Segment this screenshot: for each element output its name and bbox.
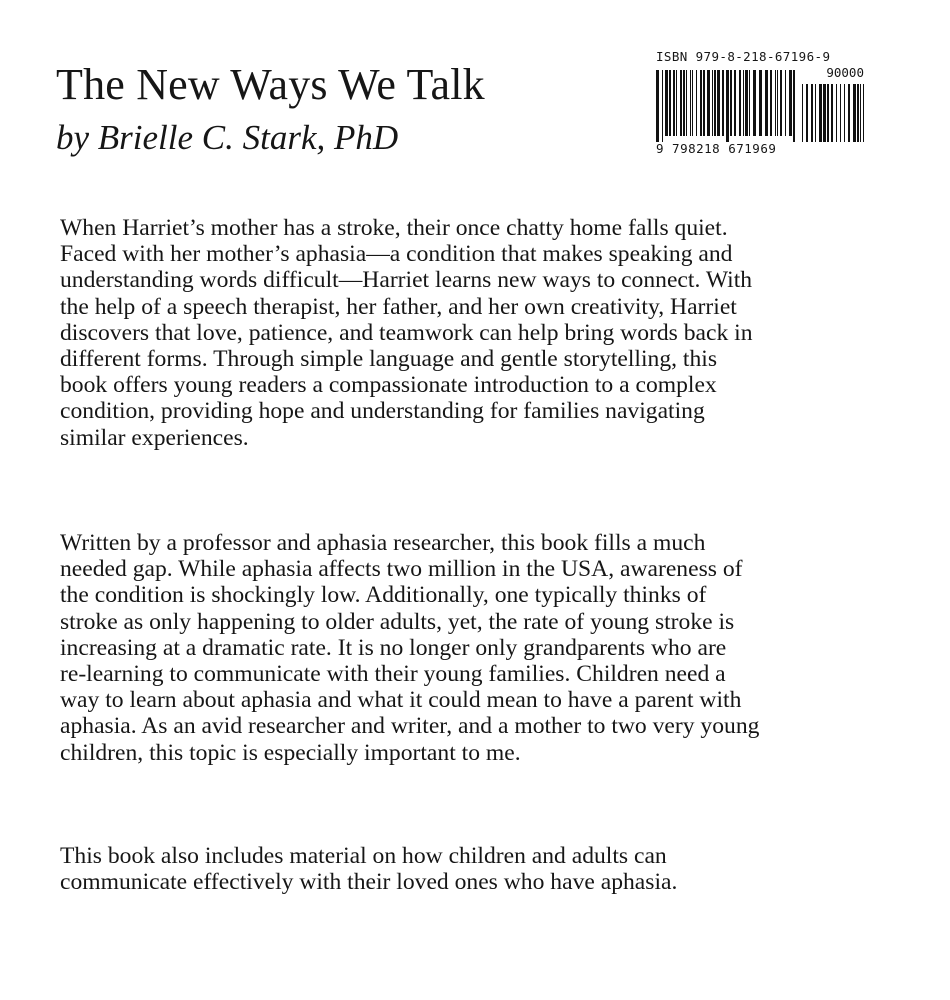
paragraph-line: the help of a speech therapist, her father, and her own creativity, Harriet bbox=[60, 293, 737, 320]
description-paragraph-3 bbox=[60, 843, 900, 895]
paragraph-line: discovers that love, patience, and teamwork can help bring words back in bbox=[60, 319, 753, 346]
paragraph-line: Written by a professor and aphasia researcher, this book fills a much bbox=[60, 530, 706, 556]
isbn-barcode bbox=[652, 50, 867, 160]
paragraph-line: When Harriet’s mother has a stroke, their once chatty home falls quiet. bbox=[60, 215, 728, 241]
paragraph-line: the condition is shockingly low. Additionally, one typically thinks of bbox=[60, 582, 707, 609]
isbn-label: ISBN 979-8-218-67196-9 bbox=[656, 49, 831, 64]
book-title: The New Ways We Talk bbox=[56, 60, 485, 109]
paragraph-line: book offers young readers a compassionate introduction to a complex bbox=[60, 372, 717, 399]
paragraph-line: understanding words difficult—Harriet learns new ways to connect. With bbox=[60, 267, 753, 294]
description-paragraph-2 bbox=[60, 530, 900, 766]
barcode-bars-icon bbox=[652, 70, 867, 142]
paragraph-line: way to learn about aphasia and what it could mean to have a parent with bbox=[60, 687, 742, 714]
paragraph-line: needed gap. While aphasia affects two million in the USA, awareness of bbox=[60, 556, 743, 583]
paragraph-line: communicate effectively with their loved ones who have aphasia. bbox=[60, 869, 678, 896]
paragraph-line: re-learning to communicate with their young families. Children need a bbox=[60, 661, 726, 688]
paragraph-line: children, this topic is especially important to me. bbox=[60, 739, 521, 766]
paragraph-line: This book also includes material on how children and adults can bbox=[60, 843, 667, 869]
paragraph-line: similar experiences. bbox=[60, 424, 249, 451]
barcode-digits: 9 798218 671969 bbox=[656, 141, 777, 156]
description-paragraph-1 bbox=[60, 215, 900, 451]
paragraph-line: Faced with her mother’s aphasia—a condition that makes speaking and bbox=[60, 241, 733, 268]
book-author: by Brielle C. Stark, PhD bbox=[56, 118, 399, 157]
paragraph-line: condition, providing hope and understanding for families navigating bbox=[60, 398, 705, 425]
price-code-label: 90000 bbox=[826, 65, 864, 80]
paragraph-line: different forms. Through simple language and gentle storytelling, this bbox=[60, 346, 717, 373]
paragraph-line: aphasia. As an avid researcher and writer, and a mother to two very young bbox=[60, 713, 760, 740]
paragraph-line: increasing at a dramatic rate. It is no longer only grandparents who are bbox=[60, 634, 727, 661]
paragraph-line: stroke as only happening to older adults, yet, the rate of young stroke is bbox=[60, 608, 735, 635]
